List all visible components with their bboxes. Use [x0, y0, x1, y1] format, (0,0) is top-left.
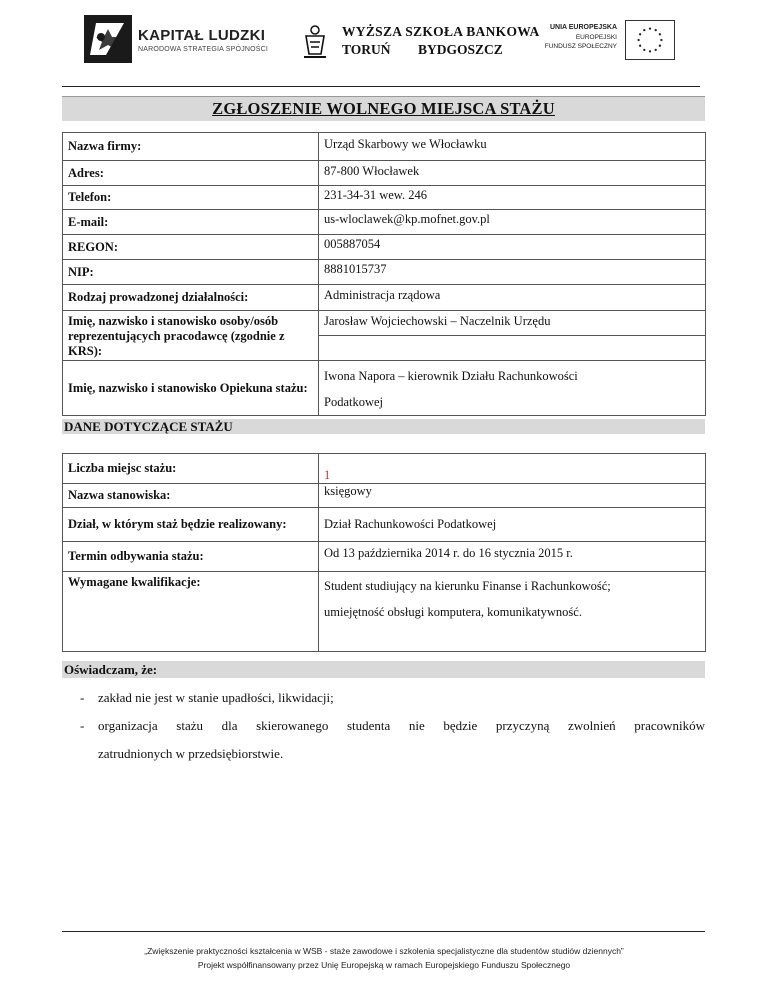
value-position: księgowy — [319, 484, 706, 508]
title-bar — [62, 96, 705, 121]
label-places: Liczba miejsc stażu: — [63, 454, 319, 484]
label-term: Termin odbywania stażu: — [63, 542, 319, 572]
label-representatives: Imię, nazwisko i stanowisko osoby/osób reprezentujących pracodawcę (zgodnie z KRS): — [63, 311, 319, 361]
label-department: Dział, w którym staż będzie realizowany: — [63, 508, 319, 542]
table-row — [63, 311, 706, 361]
value-company-name: Urząd Skarbowy we Włocławku — [319, 133, 706, 161]
eu-line2: EUROPEJSKI — [575, 33, 617, 41]
table-row — [63, 454, 706, 484]
eu-logo-text — [543, 23, 617, 52]
internship-section-bar — [62, 419, 705, 434]
value-supervisor-line2: Podatkowej — [324, 395, 384, 409]
label-regon: REGON: — [63, 235, 319, 260]
label-phone: Telefon: — [63, 186, 319, 210]
value-phone: 231-34-31 wew. 246 — [319, 186, 706, 210]
table-row — [63, 484, 706, 508]
value-qualifications-line2: umiejętność obsługi komputera, komunikatywność. — [324, 605, 582, 619]
label-nip: NIP: — [63, 260, 319, 285]
declaration-dash-2: - — [80, 718, 85, 733]
wsb-city-torun: TORUŃ — [342, 42, 391, 57]
label-activity: Rodzaj prowadzonej działalności: — [63, 285, 319, 311]
eu-logo — [543, 20, 675, 62]
table-row — [63, 133, 706, 161]
company-table — [62, 132, 706, 416]
eu-line1: UNIA EUROPEJSKA — [549, 24, 617, 31]
value-qualifications-line1: Student studiujący na kierunku Finanse i Rachunkowość; — [324, 579, 611, 593]
declaration-item-2: organizacja stażu dla skierowanego studenta nie będzie przyczyną zwolnień pracowników — [98, 718, 705, 733]
value-nip: 8881015737 — [319, 260, 706, 285]
label-email: E-mail: — [63, 210, 319, 235]
label-position: Nazwa stanowiska: — [63, 484, 319, 508]
table-row — [63, 572, 706, 652]
table-row — [63, 186, 706, 210]
value-address: 87-800 Włocławek — [319, 161, 706, 186]
footer-divider — [62, 931, 705, 932]
table-row — [63, 361, 706, 416]
internship-table — [62, 453, 706, 652]
value-places: 1 — [319, 454, 706, 484]
value-representatives: Jarosław Wojciechowski – Naczelnik Urzędu — [319, 311, 705, 336]
declaration-bar — [62, 661, 705, 678]
declaration-dash-1: - — [80, 690, 85, 705]
value-department: Dział Rachunkowości Podatkowej — [319, 508, 706, 542]
value-activity: Administracja rządowa — [319, 285, 706, 311]
declaration-item-2-continuation: zatrudnionych w przedsiębiorstwie. — [98, 746, 284, 761]
declaration-item-1: zakład nie jest w stanie upadłości, likwidacji; — [98, 690, 334, 705]
wsb-crest-icon — [300, 24, 330, 60]
value-supervisor-line1: Iwona Napora – kierownik Działu Rachunkowości — [324, 369, 578, 383]
label-qualifications: Wymagane kwalifikacje: — [63, 572, 319, 652]
kapital-ludzki-logo — [84, 15, 269, 67]
wsb-logo — [300, 24, 540, 64]
eu-line3: FUNDUSZ SPOŁECZNY — [544, 43, 617, 50]
footer-funding-note: Projekt współfinansowany przez Unię Europejską w ramach Europejskiego Funduszu Społecznego — [197, 960, 571, 970]
kapital-ludzki-title: KAPITAŁ LUDZKI — [138, 27, 266, 44]
table-row — [63, 210, 706, 235]
label-company-name: Nazwa firmy: — [63, 133, 319, 161]
table-row — [63, 542, 706, 572]
label-supervisor: Imię, nazwisko i stanowisko Opiekuna stażu: — [63, 361, 319, 416]
header-divider — [62, 86, 700, 87]
wsb-city-bydgoszcz: BYDGOSZCZ — [418, 42, 503, 57]
kapital-ludzki-emblem-icon — [84, 15, 132, 63]
table-row — [63, 161, 706, 186]
internship-section-title: DANE DOTYCZĄCE STAŻU — [64, 419, 233, 434]
table-row — [63, 260, 706, 285]
page-title: ZGŁOSZENIE WOLNEGO MIEJSCA STAŻU — [212, 99, 555, 118]
footer-project-title: „Zwiększenie praktyczności kształcenia w WSB - staże zawodowe i szkolenia specjalistyczne dla studentów studiów dziennych” — [144, 946, 624, 956]
label-address: Adres: — [63, 161, 319, 186]
table-row — [63, 285, 706, 311]
table-row — [63, 508, 706, 542]
eu-flag-icon — [625, 20, 675, 60]
value-regon: 005887054 — [319, 235, 706, 260]
value-email: us-wloclawek@kp.mofnet.gov.pl — [319, 210, 706, 235]
declaration-heading: Oświadczam, że: — [64, 662, 158, 677]
kapital-ludzki-subtitle: NARODOWA STRATEGIA SPÓJNOŚCI — [138, 46, 269, 53]
table-row — [63, 235, 706, 260]
wsb-name: WYŻSZA SZKOŁA BANKOWA — [342, 24, 540, 39]
value-term: Od 13 października 2014 r. do 16 stycznia 2015 r. — [319, 542, 706, 572]
